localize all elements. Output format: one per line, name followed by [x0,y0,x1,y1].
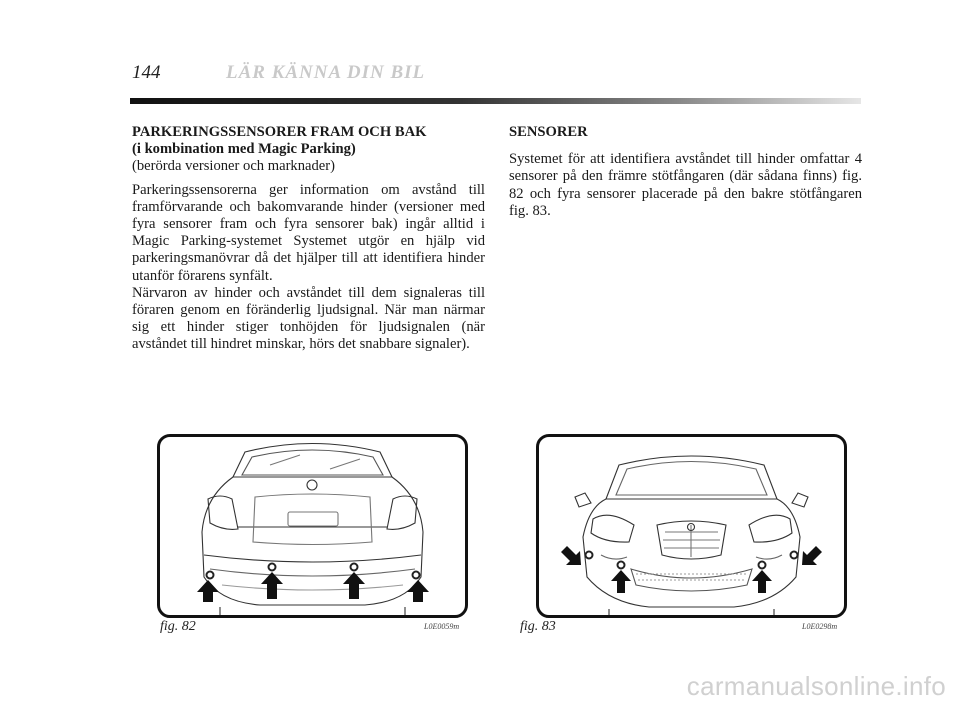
sensor-dot [759,562,766,569]
section-heading-sub: (i kombination med Magic Parking) [132,141,356,158]
arrow-diagonal-icon [802,546,822,565]
page-number: 144 [132,62,161,83]
body-paragraph: Parkeringssensorerna ger information om avstånd till framförvarande och bakomvarande hinder (versioner med fyra sensorer fram och fyra sensorer bak) ingår alltid i Magic Parking-systemet Systemet utgör en hjälp vid parkeringsmanövrar då det hjälper till att identifiera hinder utanför förarens synfält. [132,181,485,284]
front-car-illustration [539,437,844,615]
figure-rear-sensors [157,434,468,618]
sensor-dot [351,564,358,571]
arrow-up-icon [611,570,631,593]
sensor-dot [791,552,798,559]
right-column [509,124,862,220]
arrow-diagonal-icon [561,546,581,565]
arrow-up-icon [407,580,429,602]
arrow-up-icon [261,572,283,599]
section-heading: SENSORER [509,124,588,140]
sensor-dot [618,562,625,569]
arrow-up-icon [197,580,219,602]
figure-caption: fig. 82 [160,619,196,634]
figure-code: L0E0059m [424,622,460,631]
header-rule [130,98,861,104]
figure-front-sensors [536,434,847,618]
arrow-up-icon [343,572,365,599]
section-heading: PARKERINGSSENSORER FRAM OCH BAK [132,124,427,140]
arrow-up-icon [752,570,772,593]
sensor-dot [207,572,214,579]
figure-code: L0E0298m [802,622,838,631]
rear-car-illustration [160,437,465,615]
body-paragraph: Systemet för att identifiera avståndet till hinder omfattar 4 sensorer på den främre stötfångaren (där sådana finns) fig. 82 och fyra sensorer placerade på den bakre stötfångaren fig. 83. [509,151,862,219]
sensor-dot [269,564,276,571]
section-note: (berörda versioner och marknader) [132,158,335,175]
running-title: LÄR KÄNNA DIN BIL [226,62,426,83]
left-column [132,124,485,354]
body-paragraph: Närvaron av hinder och avståndet till dem signaleras till föraren genom en föränderlig ljudsignal. När man närmar sig ett hinder stiger tonhöjden för ljudsignalen (när avståndet till hindret minskar, hörs det snabbare signaler). [132,284,485,353]
sensor-dot [413,572,420,579]
sensor-dot [586,552,593,559]
watermark: carmanualsonline.info [686,671,946,701]
figure-caption: fig. 83 [520,619,556,634]
